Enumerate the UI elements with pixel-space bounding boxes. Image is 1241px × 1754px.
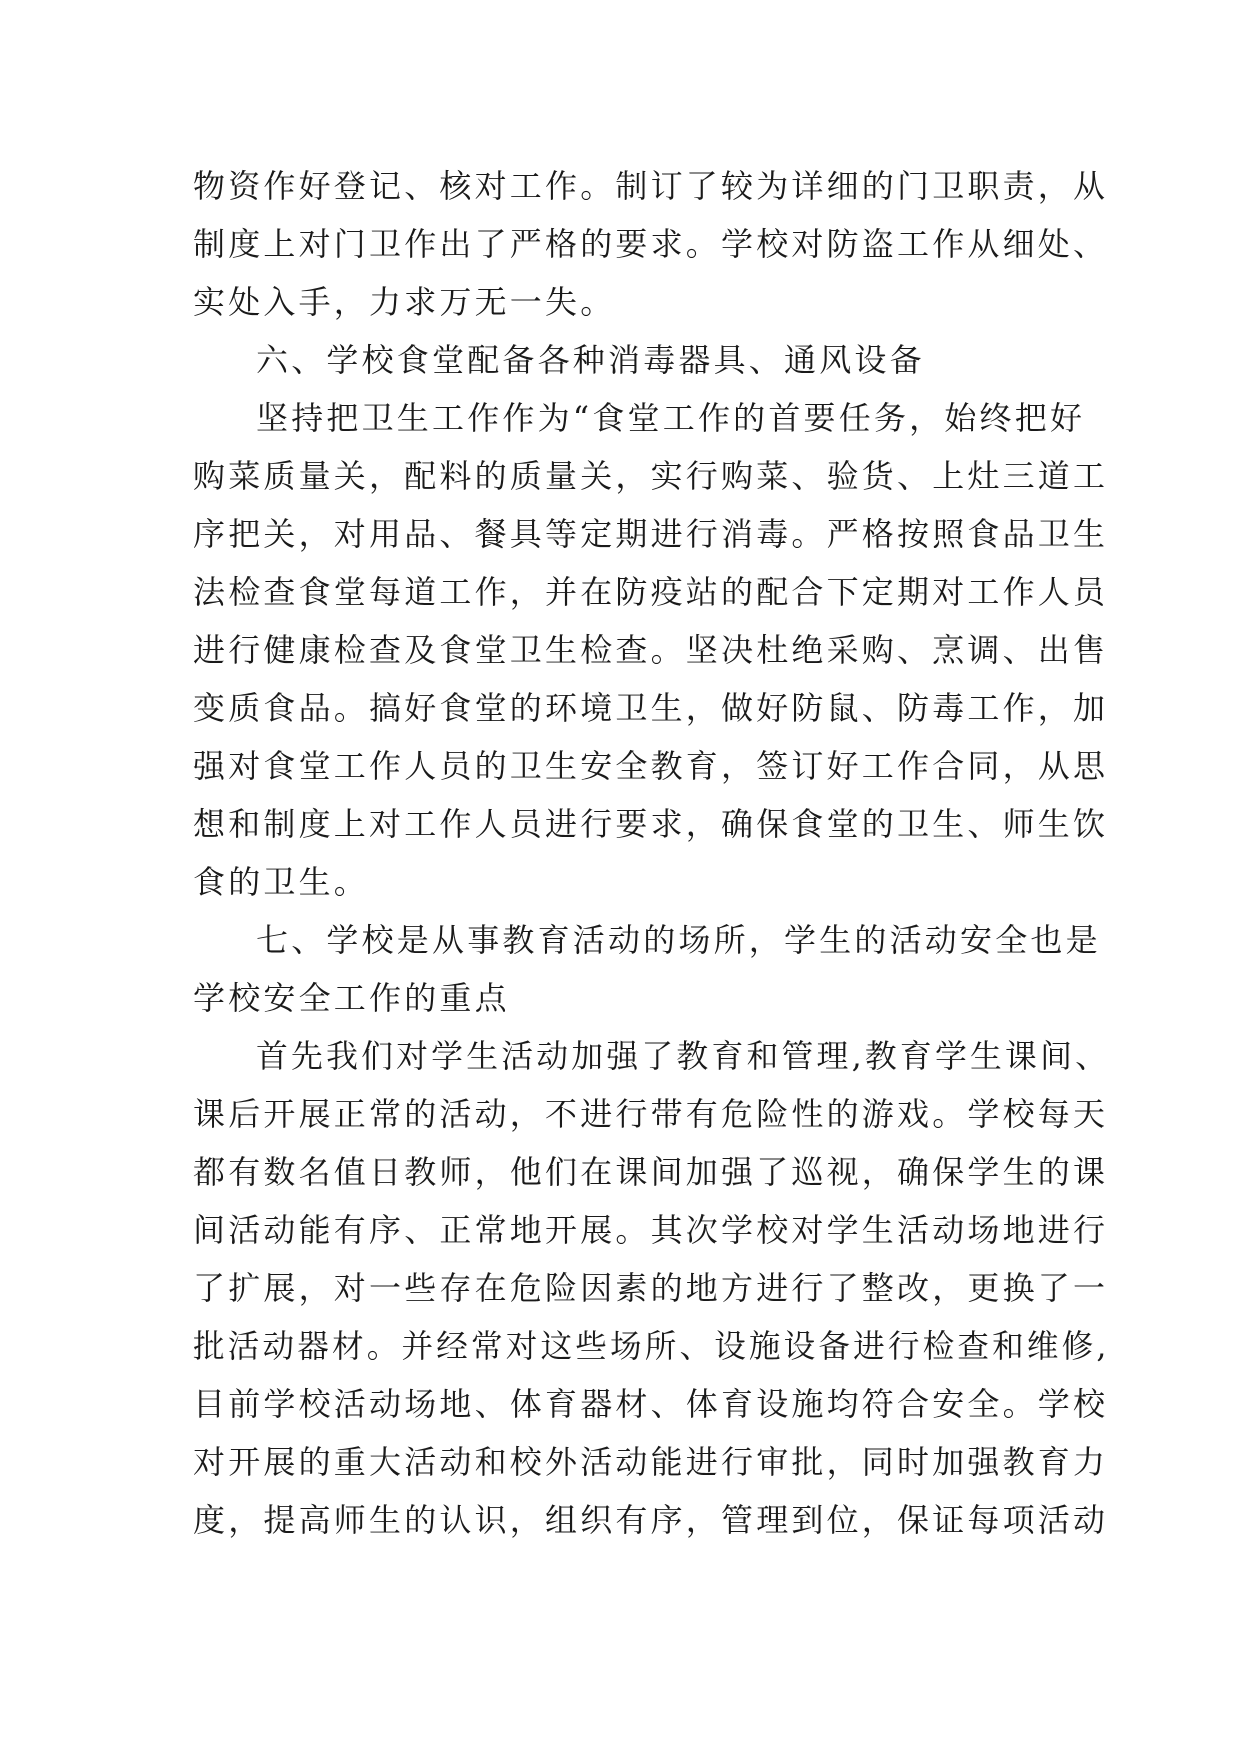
text-line: 度，提高师生的认识，组织有序，管理到位，保证每项活动	[193, 1501, 1109, 1539]
text-line: 序把关，对用品、餐具等定期进行消毒。严格按照食品卫生	[193, 515, 1109, 553]
text-line: 物资作好登记、核对工作。制订了较为详细的门卫职责，从	[193, 167, 1109, 205]
text-line: 了扩展，对一些存在危险因素的地方进行了整改，更换了一	[193, 1269, 1109, 1307]
text-line: 课后开展正常的活动，不进行带有危险性的游戏。学校每天	[193, 1095, 1109, 1133]
section-heading-continued: 学校安全工作的重点	[193, 979, 510, 1017]
text-line: 进行健康检查及食堂卫生检查。坚决杜绝采购、烹调、出售	[193, 631, 1109, 669]
section-heading: 六、学校食堂配备各种消毒器具、通风设备	[256, 341, 925, 379]
text-line: 首先我们对学生活动加强了教育和管理,教育学生课间、	[256, 1037, 1111, 1075]
text-line: 制度上对门卫作出了严格的要求。学校对防盗工作从细处、	[193, 225, 1109, 263]
text-line: 批活动器材。并经常对这些场所、设施设备进行检查和维修,	[193, 1327, 1110, 1365]
section-heading: 七、学校是从事教育活动的场所，学生的活动安全也是	[256, 921, 1101, 959]
text-line: 对开展的重大活动和校外活动能进行审批，同时加强教育力	[193, 1443, 1109, 1481]
text-line: 食的卫生。	[193, 863, 370, 901]
text-line: 实处入手，力求万无一失。	[193, 283, 616, 321]
text-line: 购菜质量关，配料的质量关，实行购菜、验货、上灶三道工	[193, 457, 1109, 495]
text-line: 法检查食堂每道工作，并在防疫站的配合下定期对工作人员	[193, 573, 1109, 611]
text-line: 强对食堂工作人员的卫生安全教育，签订好工作合同，从思	[193, 747, 1109, 785]
text-line: 变质食品。搞好食堂的环境卫生，做好防鼠、防毒工作，加	[193, 689, 1109, 727]
text-line: 想和制度上对工作人员进行要求，确保食堂的卫生、师生饮	[193, 805, 1109, 843]
text-line: 目前学校活动场地、体育器材、体育设施均符合安全。学校	[193, 1385, 1109, 1423]
text-line: 坚持把卫生工作作为“食堂工作的首要任务，始终把好	[256, 399, 1086, 437]
text-line: 都有数名值日教师，他们在课间加强了巡视，确保学生的课	[193, 1153, 1109, 1191]
text-line: 间活动能有序、正常地开展。其次学校对学生活动场地进行	[193, 1211, 1109, 1249]
